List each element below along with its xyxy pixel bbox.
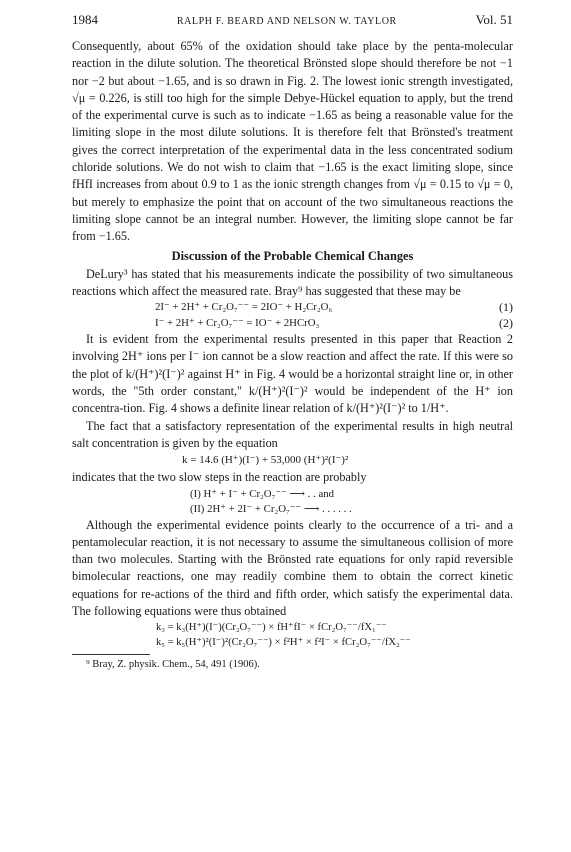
equation-2-expression: I⁻ + 2H⁺ + Cr₂O₇⁻⁻ = IO⁻ + 2HCrO₃ [155, 316, 320, 329]
paragraph-slope-discussion: Consequently, about 65% of the oxidation should take place by the penta-molecular reaction in the dilute solution. The theoretical Brönsted slope should therefore be not −1 nor −2 but about −1.65, and is so drawn in Fig. 2. The lowest ionic strength investigated, √μ = 0.226, is still too high for the simple Debye-Hückel equation to apply, but the trend of the experimental curve is such as to indicate −1.65 as being a reasonable value for the limiting slope in the most dilute solutions. It is therefore felt that Brönsted's treatment gives the correct interpretation of the experimental data in the less concentrated sodium chloride solutions. We do not wish to claim that −1.65 is the exact limiting slope, since fHfI increases from about 0.9 to 1 as the ionic strength changes from √μ = 0.15 to √μ = 0, but merely to emphasize the point that on account of the two simultaneous reactions the limiting slope cannot be an integral number. However, the limiting slope cannot be far from −1.65. [72, 39, 513, 244]
footnote-rule [72, 654, 150, 655]
running-authors: RALPH F. BEARD AND NELSON W. TAYLOR [176, 16, 397, 27]
rate-equation: k = 14.6 (H⁺)(I⁻) + 53,000 (H⁺)²(I⁻)² [182, 454, 349, 467]
equation-2 [72, 316, 513, 332]
equation-1-number: (1) [499, 300, 513, 315]
running-header [72, 12, 513, 28]
equation-2-number: (2) [499, 315, 513, 330]
paragraph-representation: The fact that a satisfactory representation of the experimental results in high neutral salt concentration is given by the equation [72, 418, 513, 450]
kinetic-equation-3rd-order: k₃ = k₃(H⁺)(I⁻)(Cr₂O₇⁻⁻) × fH⁺fI⁻ × fCr₂O₇⁻⁻/fX₁⁻⁻ [156, 622, 387, 634]
paragraph-delury: DeLury³ has stated that his measurements indicate the possibility of two simultaneous reactions which affect the measured rate. Bray⁹ has suggested that these may be [72, 266, 513, 298]
page-number: 1984 [72, 12, 98, 27]
slow-steps [72, 487, 513, 517]
equation-1 [72, 300, 513, 316]
paragraph-bimolecular: Although the experimental evidence points clearly to the occurrence of a tri- and a pentamolecular reaction, it is not necessary to assume the simultaneous collision of more than two molecules. Starting with the Brönsted rate equations for only rapid reversible bimolecular reactions, one may readily combine them to obtain the correct kinetic equations for re-actions of the third and fifth order, which satisfy the experimental data. The following equations were thus obtained [72, 517, 513, 619]
paragraph-slow-steps: indicates that the two slow steps in the reaction are probably [72, 470, 367, 485]
slow-step-2: (II) 2H⁺ + 2I⁻ + Cr₂O₇⁻⁻ ⟶ . . . . . . [190, 502, 352, 515]
footnote: ⁹ Bray, Z. physik. Chem., 54, 491 (1906). [86, 659, 260, 671]
equation-1-expression: 2I⁻ + 2H⁺ + Cr₂O₇⁻⁻ = 2IO⁻ + H₂Cr₂O₆ [155, 301, 333, 314]
paragraph-reaction-2: It is evident from the experimental results presented in this paper that Reaction 2 involving 2H⁺ ions per I⁻ ion cannot be a slow reaction and affect the rate. If this were so the plot of k/(H⁺)²(I⁻)² against H⁺ in Fig. 4 would be a horizontal straight line or, in other words, the "5th order constant," k/(H⁺)²(I⁻)² would be independent of the H⁺ ion concentra-tion. Fig. 4 shows a definite linear relation of k/(H⁺)²(I⁻)² to 1/H⁺. [72, 332, 513, 416]
volume-label: Vol. 51 [475, 12, 513, 27]
section-title: Discussion of the Probable Chemical Changes [171, 248, 414, 263]
kinetic-equation-5th-order: k₅ = k₅(H⁺)²(I⁻)²(Cr₂O₇⁻⁻) × f²H⁺ × f²I⁻ × fCr₂O₇⁻⁻/fX₂⁻⁻ [156, 637, 411, 649]
journal-page [72, 12, 513, 672]
kinetic-equations [72, 620, 513, 650]
slow-step-1: (I) H⁺ + I⁻ + Cr₂O₇⁻⁻ ⟶ . . and [190, 487, 335, 500]
